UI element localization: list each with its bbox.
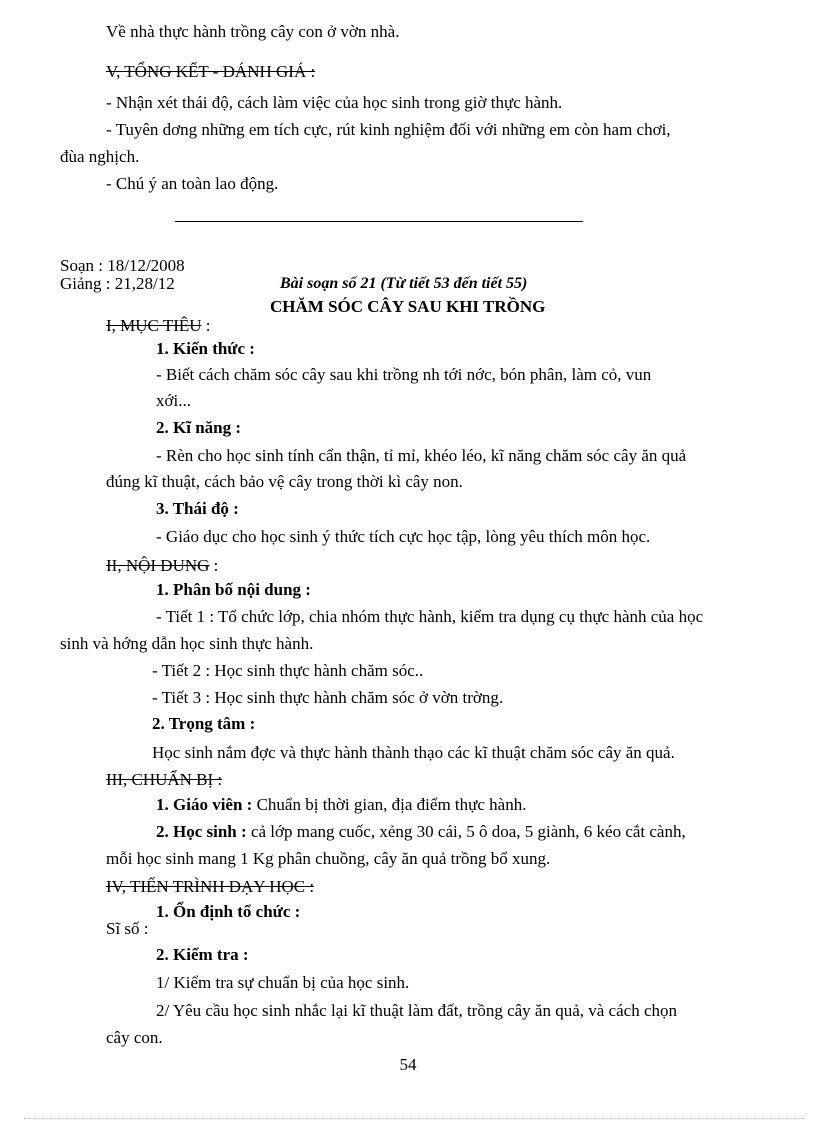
giang-date: Giảng : 21,28/12 [60, 274, 175, 293]
page-number: 54 [399, 1055, 417, 1074]
kiem-tra-line-2: 2/ Yêu cầu học sinh nhắc lại kĩ thuật làm đất, trồng cây ăn quả, và cách chọn [156, 1001, 677, 1020]
phan-bo-heading: 1. Phân bố nội dung : [156, 580, 311, 599]
lesson-number: Bài soạn số 21 (Từ tiết 53 đến tiết 55) [280, 275, 528, 292]
tiet-2-line: - Tiết 2 : Học sinh thực hành chăm sóc.. [152, 661, 424, 680]
hoc-sinh-text: cả lớp mang cuốc, xẻng 30 cái, 5 ô doa, 5 giành, 6 kéo cắt cành, [246, 822, 686, 841]
thai-do-line: - Giáo dục cho học sinh ý thức tích cực học tập, lòng yêu thích môn học. [156, 527, 651, 546]
tien-trinh-heading: IV, TIẾN TRÌNH DẠY HỌC : [106, 877, 315, 896]
trong-tam-heading: 2. Trọng tâm : [152, 714, 256, 733]
summary-bullet-2-cont: đùa nghịch. [60, 147, 140, 166]
lesson-title: CHĂM SÓC CÂY SAU KHI TRỒNG [270, 297, 546, 316]
si-so-line: Sĩ số : [106, 919, 149, 938]
muc-tieu-colon: : [201, 316, 211, 335]
on-dinh-heading: 1. Ổn định tổ chức : [156, 902, 301, 921]
kiem-tra-line-3: cây con. [106, 1028, 163, 1047]
hoc-sinh-line-2: mỗi học sinh mang 1 Kg phân chuồng, cây ăn quả trồng bổ xung. [106, 849, 551, 868]
kien-thuc-line-1: - Biết cách chăm sóc cây sau khi trồng nh tới nớc, bón phân, làm cỏ, vun [156, 365, 652, 384]
giao-vien-line [156, 795, 526, 815]
tiet-3-line: - Tiết 3 : Học sinh thực hành chăm sóc ở vờn trờng. [152, 688, 504, 707]
hoc-sinh-line [156, 822, 686, 842]
tiet-1-line-2: sinh và hớng dẫn học sinh thực hành. [60, 634, 314, 653]
summary-bullet-3: - Chú ý an toàn lao động. [106, 174, 279, 193]
thai-do-heading: 3. Thái độ : [156, 499, 239, 518]
summary-bullet-1: - Nhận xét thái độ, cách làm việc của học sinh trong giờ thực hành. [106, 93, 563, 112]
noi-dung-colon: : [209, 556, 219, 575]
muc-tieu-heading: I, MỤC TIÊU [106, 316, 202, 335]
tiet-1-line-1: - Tiết 1 : Tổ chức lớp, chia nhóm thực hành, kiểm tra dụng cụ thực hành của học [156, 607, 704, 626]
chuan-bi-heading: III, CHUẨN BỊ : [106, 770, 223, 789]
kien-thuc-line-2: xới... [156, 391, 191, 410]
soan-date: Soạn : 18/12/2008 [60, 256, 185, 275]
hoc-sinh-label: 2. Học sinh : [156, 822, 247, 841]
noi-dung-row [106, 556, 218, 576]
page-bottom-border [24, 1118, 804, 1119]
ki-nang-heading: 2. Kĩ năng : [156, 418, 242, 437]
giao-vien-label: 1. Giáo viên : [156, 795, 253, 814]
section-divider [175, 221, 583, 222]
homework-line: Về nhà thực hành trồng cây con ở vờn nhà. [106, 22, 400, 41]
ki-nang-line-1: - Rèn cho học sinh tính cẩn thận, tỉ mỉ, khéo léo, kĩ năng chăm sóc cây ăn quả [156, 446, 687, 465]
kien-thuc-heading: 1. Kiến thức : [156, 339, 255, 358]
section-v-heading: V, TỔNG KẾT - ĐÁNH GIÁ : [106, 62, 316, 81]
kiem-tra-heading: 2. Kiểm tra : [156, 945, 249, 964]
giao-vien-text: Chuẩn bị thời gian, địa điểm thực hành. [252, 795, 527, 814]
ki-nang-line-2: đúng kĩ thuật, cách bảo vệ cây trong thời kì cây non. [106, 472, 463, 491]
summary-bullet-2: - Tuyên dơng những em tích cực, rút kinh nghiệm đối với những em còn ham chơi, [106, 120, 671, 139]
trong-tam-line: Học sinh nắm đợc và thực hành thành thạo các kĩ thuật chăm sóc cây ăn quả. [152, 743, 675, 762]
muc-tieu-row [106, 316, 211, 336]
kiem-tra-line-1: 1/ Kiểm tra sự chuẩn bị của học sinh. [156, 973, 410, 992]
noi-dung-heading: II, NỘI DUNG [106, 556, 210, 575]
